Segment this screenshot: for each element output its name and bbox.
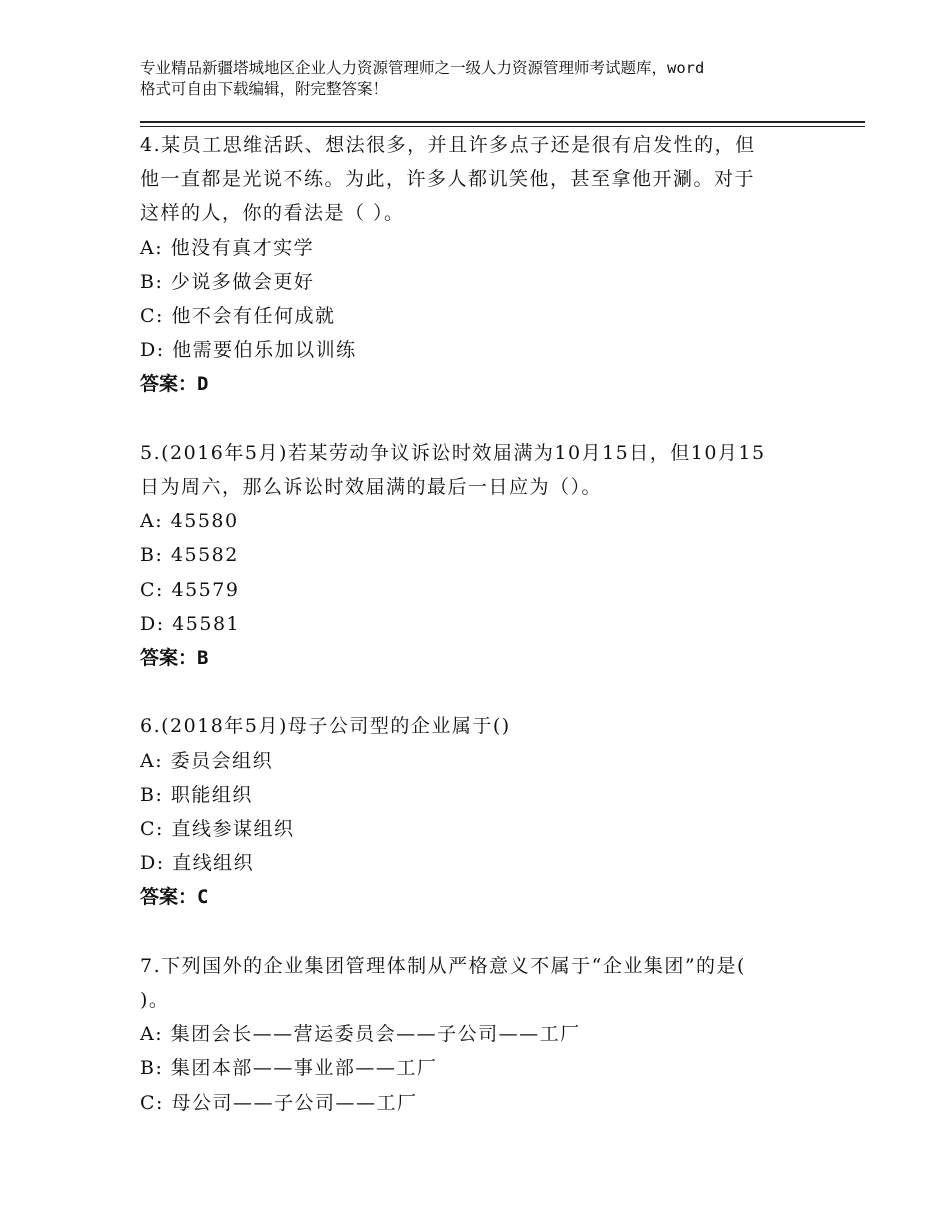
answer-label: 答案：B [140, 647, 209, 670]
header-line-1: 专业精品新疆塔城地区企业人力资源管理师之一级人力资源管理师考试题库，word [140, 59, 705, 77]
document-header [140, 58, 840, 100]
option-a: A: 集团会长——营运委员会——子公司——工厂 [140, 1023, 581, 1046]
option-c: C: 他不会有任何成就 [140, 305, 336, 328]
question-stem: 这样的人，你的看法是（ ）。 [140, 202, 405, 225]
question-stem: 7.下列国外的企业集团管理体制从严格意义不属于“企业集团”的是( [140, 954, 746, 977]
option-d: D: 45581 [140, 612, 241, 635]
option-b: B: 45582 [140, 544, 239, 567]
question-5 [140, 436, 820, 675]
question-6 [140, 709, 820, 914]
question-stem: 5.(2016年5月)若某劳动争议诉讼时效届满为10月15日，但10月15 [140, 441, 766, 464]
question-stem: 4.某员工思维活跃、想法很多，并且许多点子还是很有启发性的，但 [140, 134, 756, 156]
header-divider-thick [140, 121, 865, 123]
question-stem: 日为周六，那么诉讼时效届满的最后一日应为（）。 [140, 476, 603, 499]
answer-label: 答案：C [140, 886, 209, 909]
option-a: A: 他没有真才实学 [140, 236, 315, 259]
question-4 [140, 128, 820, 402]
question-7 [140, 949, 820, 1120]
question-list [140, 128, 820, 1120]
option-a: A: 委员会组织 [140, 749, 274, 772]
option-a: A: 45580 [140, 510, 239, 533]
header-line-2: 格式可自由下载编辑，附完整答案！ [140, 80, 389, 98]
answer-label: 答案：D [140, 373, 209, 396]
option-b: B: 少说多做会更好 [140, 270, 315, 293]
option-d: D: 他需要伯乐加以训练 [140, 339, 357, 362]
spacer [140, 402, 820, 436]
option-d: D: 直线组织 [140, 852, 255, 875]
spacer [140, 915, 820, 949]
header-divider-thin [140, 126, 865, 127]
option-b: B: 职能组织 [140, 783, 253, 806]
option-c: C: 45579 [140, 578, 240, 601]
question-stem: 6.(2018年5月)母子公司型的企业属于() [140, 715, 511, 738]
question-stem: )。 [140, 989, 170, 1012]
spacer [140, 675, 820, 709]
option-b: B: 集团本部——事业部——工厂 [140, 1057, 438, 1080]
question-stem: 他一直都是光说不练。为此，许多人都讥笑他，甚至拿他开涮。对于 [140, 168, 756, 191]
option-c: C: 直线参谋组织 [140, 818, 295, 841]
option-c: C: 母公司——子公司——工厂 [140, 1091, 418, 1114]
